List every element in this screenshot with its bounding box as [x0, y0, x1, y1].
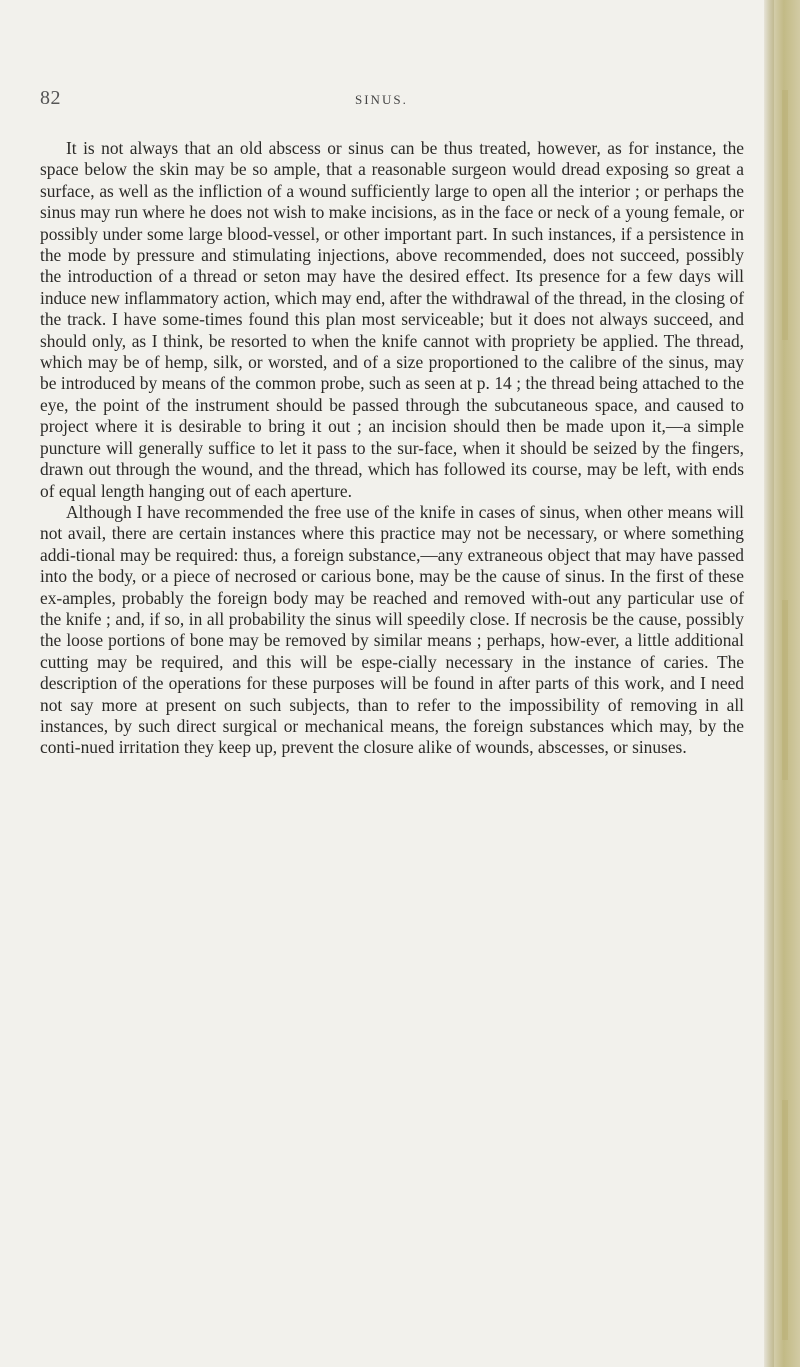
- paragraph-1: It is not always that an old abscess or sinus can be thus treated, however, as for instance, the space below the skin may be so ample, that a reasonable surgeon would dread exposing so great a surface, as well as the infliction of a wound sufficiently large to open all the interior ; or perhaps the sinus may run where he does not wish to make incisions, as in the face or neck of a young female, or possibly under some large blood-vessel, or other important part. In such instances, if a persistence in the mode by pressure and stimulating injections, above recommended, does not succeed, possibly the introduction of a thread or seton may have the desired effect. Its presence for a few days will induce new inflammatory action, which may end, after the withdrawal of the thread, in the closing of the track. I have some-times found this plan most serviceable; but it does not always succeed, and should only, as I think, be resorted to when the knife cannot with propriety be applied. The thread, which may be of hemp, silk, or worsted, and of a size proportioned to the calibre of the sinus, may be introduced by means of the common probe, such as seen at p. 14 ; the thread being attached to the eye, the point of the instrument should be passed through the subcutaneous space, and caused to project where it is desirable to bring it out ; an incision should then be made upon it,—a simple puncture will generally suffice to let it pass to the sur-face, when it should be seized by the fingers, drawn out through the wound, and the thread, which has followed its course, may be left, with ends of equal length hanging out of each aperture.: [40, 138, 744, 501]
- running-head: SINUS.: [355, 92, 408, 107]
- book-binding-edge: [764, 0, 800, 1367]
- paragraph-2: Although I have recommended the free use of the knife in cases of sinus, when other means will not avail, there are certain instances where this practice may not be necessary, or where something addi-tional may be required: thus, a foreign substance,—any extraneous object that may have passed into the body, or a piece of necrosed or carious bone, may be the cause of sinus. In the first of these ex-amples, probably the foreign body may be reached and removed with-out any particular use of the knife ; and, if so, in all probability the sinus will speedily close. If necrosis be the cause, possibly the loose portions of bone may be removed by similar means ; perhaps, how-ever, a little additional cutting may be required, and this will be espe-cially necessary in the instance of caries. The description of the operations for these purposes will be found in after parts of this work, and I need not say more at present on such subjects, than to refer to the impossibility of removing in all instances, by such direct surgical or mechanical means, the foreign substances which may, by the conti-nued irritation they keep up, prevent the closure alike of wounds, abscesses, or sinuses.: [40, 501, 744, 758]
- binding-stripe: [782, 1100, 788, 1340]
- binding-stripe: [782, 600, 788, 780]
- page-number: 82: [40, 87, 61, 109]
- body-text: [40, 138, 744, 759]
- binding-shadow: [764, 0, 774, 1367]
- binding-stripe: [782, 90, 788, 340]
